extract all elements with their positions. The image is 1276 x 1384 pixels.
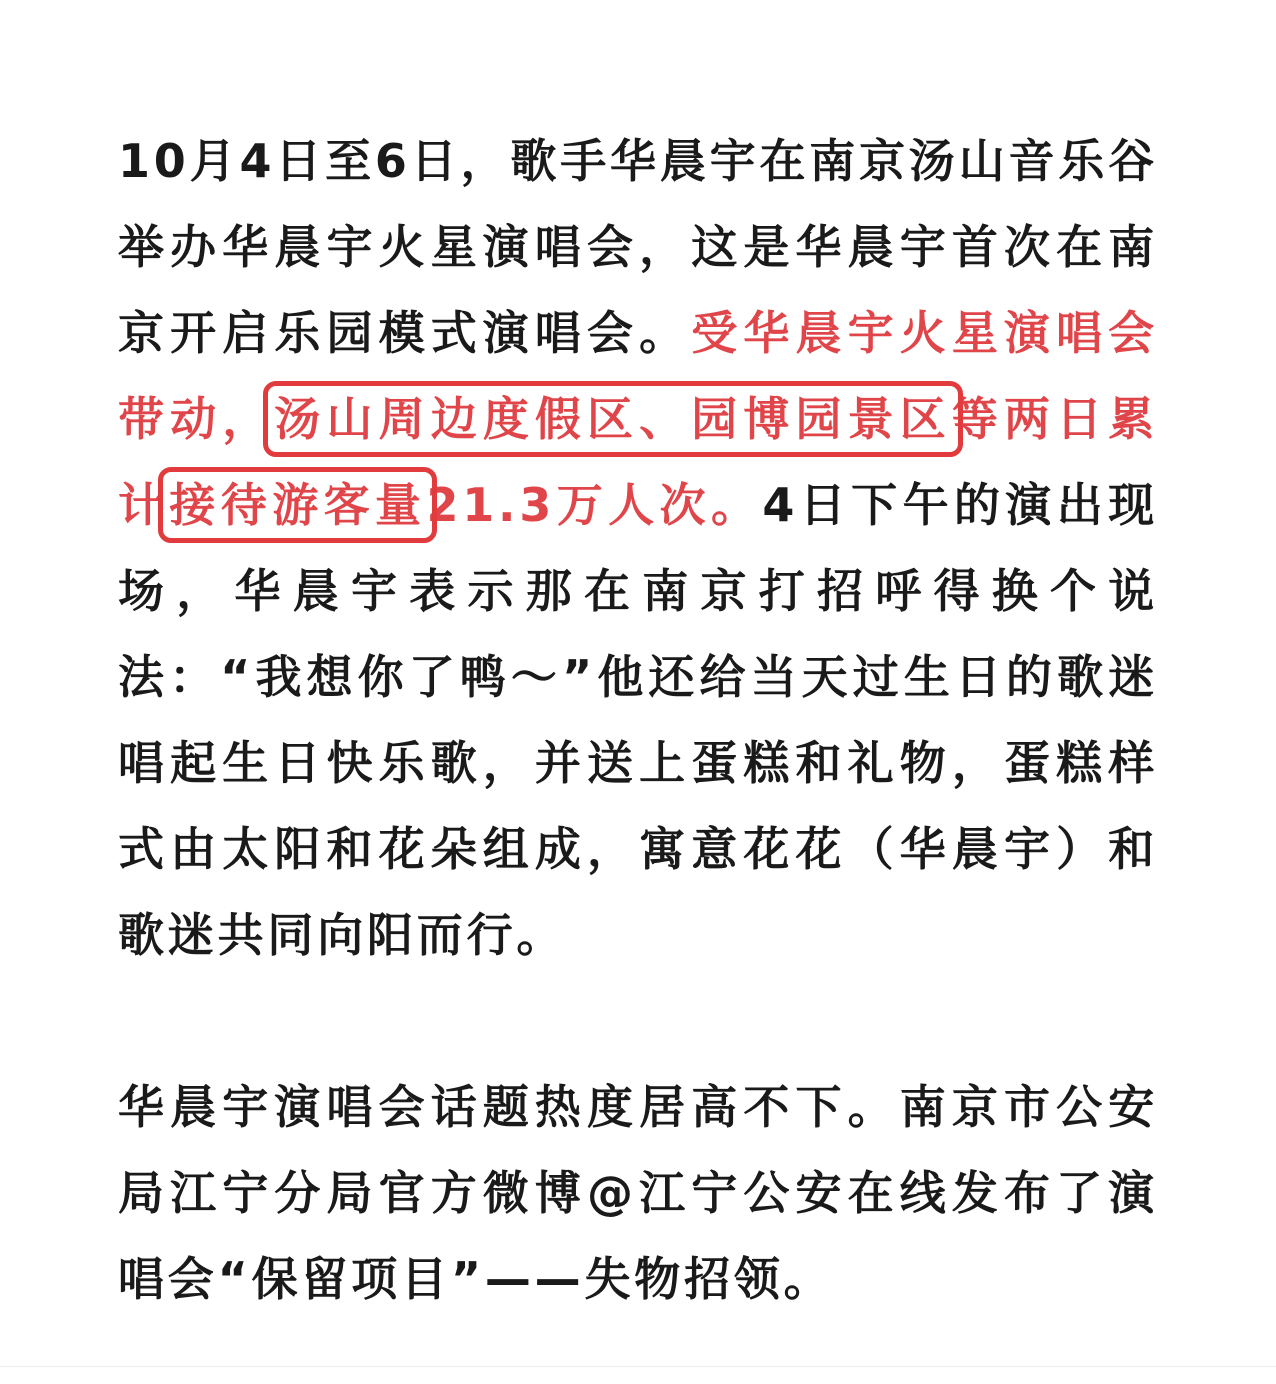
article-paragraph-2	[118, 1064, 1158, 1322]
highlight-mid-text: 等两日累计	[118, 392, 1159, 532]
boxed-highlight-visitor-count: 接待游客量	[169, 478, 427, 532]
paragraph-2-text: 华晨宇演唱会话题热度居高不下。南京市公安局江宁分局官方微博@江宁公安在线发布了演唱会“保留项目”——失物招领。	[118, 1080, 1158, 1306]
paragraph-1-intro-text: 10月4日至6日，歌手华晨宇在南京汤山音乐谷举办华晨宇火星演唱会，这是华晨宇首次在南京开启乐园模式演唱会。	[118, 134, 1158, 360]
highlight-lead-text: 受华晨宇火星演唱会带动，	[118, 306, 1158, 446]
boxed-highlight-scenic-areas: 汤山周边度假区、园博园景区	[274, 392, 952, 446]
paragraph-1-closing-text: 4日下午的演出现场，华晨宇表示那在南京打招呼得换个说法：“我想你了鸭～”他还给当天过生日的歌迷唱起生日快乐歌，并送上蛋糕和礼物，蛋糕样式由太阳和花朵组成，寓意花花（华晨宇）和歌迷共同向阳而行。	[118, 478, 1158, 962]
article-paragraph-1	[118, 118, 1158, 978]
highlight-tail-text: 21.3万人次。	[426, 478, 763, 532]
bottom-divider	[0, 1366, 1276, 1367]
article-body	[118, 118, 1158, 1322]
